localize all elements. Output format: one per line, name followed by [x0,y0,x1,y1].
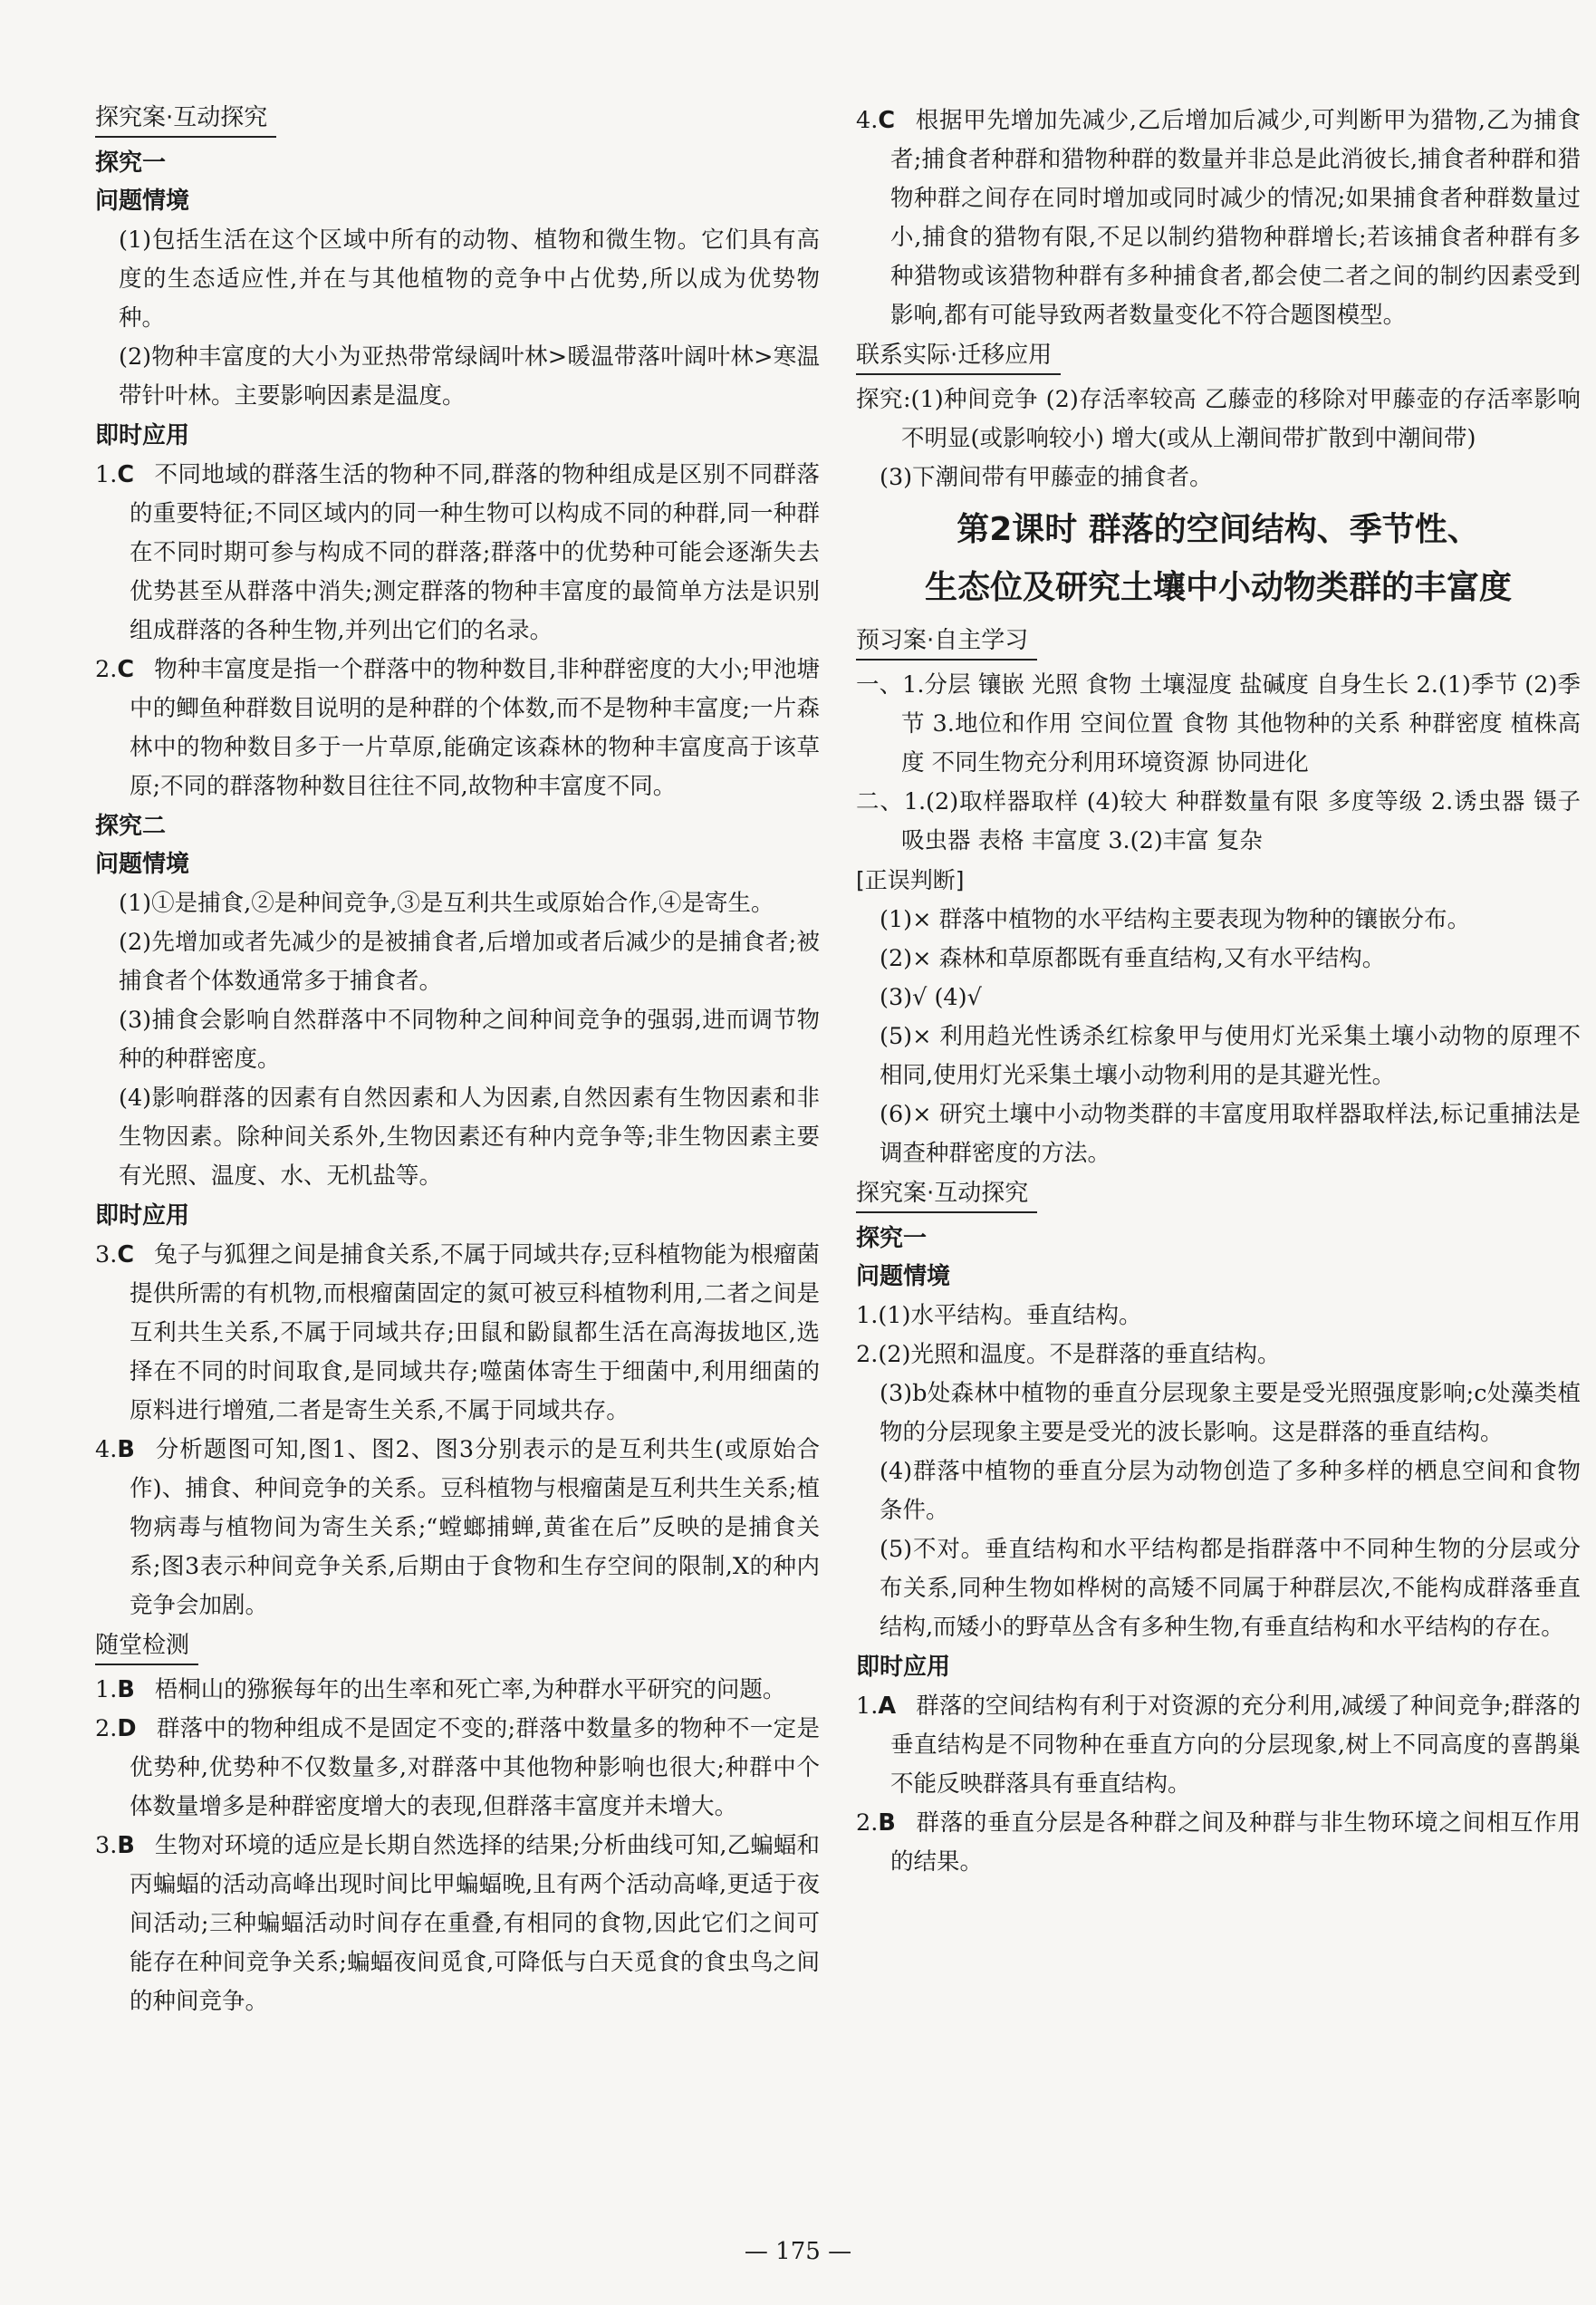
paragraph: 探究:(1)种间竞争 (2)存活率较高 乙藤壶的移除对甲藤壶的存活率影响不明显(或影响较小) 增大(或从上潮间带扩散到中潮间带) [856,386,1581,452]
answer-number: 3. [95,1832,118,1859]
answer-key: A [878,1693,897,1720]
subheading: 问题情境 [95,188,190,215]
answer-number: 3. [95,1241,118,1268]
answer-text: 生物对环境的适应是长期自然选择的结果;分析曲线可知,乙蝙蝠和丙蝙蝠的活动高峰出现时间比甲蝙蝠晚,且有两个活动高峰,更适于夜间活动;三种蝙蝠活动时间存在重叠,有相同的食物,因此它们之间可能存在种间竞争关系;蝙蝠夜间觅食,可降低与白天觅食的食虫鸟之间的种间竞争。 [130,1832,820,2015]
answer-number: 2. [856,1809,879,1837]
answer-item [95,651,820,806]
answer-key: B [878,1809,896,1837]
answer-text: 群落中的物种组成不是固定不变的;群落中数量多的物种不一定是优势种,优势种不仅数量多,对群落中其他物种影响也很大;种群中个体数量增多是种群密度增大的表现,但群落丰富度并未增大。 [130,1715,820,1820]
answer-number: 1. [95,1676,118,1703]
subheading: 问题情境 [856,1263,951,1290]
answer-key: C [117,1241,135,1268]
paragraph: (5)不对。垂直结构和水平结构都是指群落中不同种生物的分层或分布关系,同种生物如桦树的高矮不同属于种群层次,不能构成群落垂直结构,而矮小的野草丛含有多种生物,有垂直结构和水平结构的存在。 [880,1536,1581,1641]
answer-text: 分析题图可知,图1、图2、图3分别表示的是互利共生(或原始合作)、捕食、种间竞争的关系。豆科植物与根瘤菌是互利共生关系;植物病毒与植物间为寄生关系;“螳螂捕蝉,黄雀在后”反映的是捕食关系;图3表示种间竞争关系,后期由于食物和生存空间的限制,X的种内竞争会加剧。 [130,1436,820,1619]
answer-item [856,1687,1581,1804]
answer-key: C [117,656,135,683]
judgement-label: [正误判断] [856,867,965,893]
paragraph: (3)下潮间带有甲藤壶的捕食者。 [880,464,1213,491]
lesson-title: 生态位及研究土壤中小动物类群的丰富度 [924,569,1512,606]
answer-text: 群落的空间结构有利于对资源的充分利用,减缓了种间竞争;群落的垂直结构是不同物种在垂直方向的分层现象,树上不同高度的喜鹊巢不能反映群落具有垂直结构。 [890,1693,1581,1798]
subheading: 即时应用 [856,1654,951,1681]
answer-key: D [117,1715,137,1742]
answer-item [856,1804,1581,1882]
section-label: 联系实际·迁移应用 [856,337,1061,375]
paragraph: (4)影响群落的因素有自然因素和人为因素,自然因素有生物因素和非生物因素。除种间关系外,生物因素还有种内竞争等;非生物因素主要有光照、温度、水、无机盐等。 [119,1085,820,1190]
answer-number: 4. [856,107,879,134]
section-label: 探究案·互动探究 [856,1175,1037,1213]
subheading: 即时应用 [95,422,190,449]
paragraph: (4)群落中植物的垂直分层为动物创造了多种多样的栖息空间和食物条件。 [880,1458,1581,1524]
paragraph: 一、1.分层 镶嵌 光照 食物 土壤湿度 盐碱度 自身生长 2.(1)季节 (2)季节 3.地位和作用 空间位置 食物 其他物种的关系 种群密度 植株高度 不同生物充分利用环境资源 协同进化 [856,671,1581,776]
answer-text: 群落的垂直分层是各种群之间及种群与非生物环境之间相互作用的结果。 [890,1809,1581,1876]
page-number: — 175 — [744,2238,852,2265]
lesson-title: 第2课时 群落的空间结构、季节性、 [957,511,1480,548]
answer-item [95,456,820,651]
subheading: 探究二 [95,813,167,840]
subheading: 探究一 [856,1225,928,1252]
answer-key: B [117,1436,135,1463]
paragraph: (2)× 森林和草原都既有垂直结构,又有水平结构。 [880,945,1386,972]
answer-item [95,1710,820,1827]
paragraph: (2)先增加或者先减少的是被捕食者,后增加或者后减少的是捕食者;被捕食者个体数通常多于捕食者。 [119,929,820,995]
paragraph: (6)× 研究土壤中小动物类群的丰富度用取样器取样法,标记重捕法是调查种群密度的方法。 [880,1101,1581,1167]
paragraph: (3)b处森林中植物的垂直分层现象主要是受光照强度影响;c处藻类植物的分层现象主要是受光的波长影响。这是群落的垂直结构。 [880,1380,1581,1446]
answer-key: B [117,1676,135,1703]
paragraph: (1)包括生活在这个区域中所有的动物、植物和微生物。它们具有高度的生态适应性,并在与其他植物的竞争中占优势,所以成为优势物种。 [119,227,820,332]
answer-key: B [117,1832,135,1859]
subheading: 探究一 [95,149,167,177]
section-label: 预习案·自主学习 [856,622,1037,661]
paragraph: 二、1.(2)取样器取样 (4)较大 种群数量有限 多度等级 2.诱虫器 镊子 吸虫器 表格 丰富度 3.(2)丰富 复杂 [856,788,1581,854]
subheading: 即时应用 [95,1202,190,1230]
answer-item [95,1431,820,1625]
answer-key: C [878,107,896,134]
subheading: 问题情境 [95,851,190,878]
paragraph: (2)物种丰富度的大小为亚热带常绿阔叶林>暖温带落叶阔叶林>寒温带针叶林。主要影响因素是温度。 [119,343,820,410]
answer-item [856,101,1581,335]
answer-item [95,1671,820,1710]
answer-number: 4. [95,1436,118,1463]
answer-item [95,1236,820,1431]
section-label: 探究案·互动探究 [95,100,276,138]
answer-number: 1. [95,461,118,488]
paragraph: (1)× 群落中植物的水平结构主要表现为物种的镶嵌分布。 [880,906,1471,933]
answer-text: 物种丰富度是指一个群落中的物种数目,非种群密度的大小;甲池塘中的鲫鱼种群数目说明的是种群的个体数,而不是物种丰富度;一片森林中的物种数目多于一片草原,能确定该森林的物种丰富度高于该草原;不同的群落物种数目往往不同,故物种丰富度不同。 [130,656,820,800]
paragraph: 2.(2)光照和温度。不是群落的垂直结构。 [856,1341,1281,1368]
section-label: 随堂检测 [95,1627,198,1665]
answer-text: 兔子与狐狸之间是捕食关系,不属于同域共存;豆科植物能为根瘤菌提供所需的有机物,而根瘤菌固定的氮可被豆科植物利用,二者之间是互利共生关系,不属于同域共存;田鼠和鼢鼠都生活在高海拔地区,选择在不同的时间取食,是同域共存;噬菌体寄生于细菌中,利用细菌的原料进行增殖,二者是寄生关系,不属于同域共存。 [130,1241,820,1424]
answer-number: 2. [95,1715,118,1742]
paragraph: (1)①是捕食,②是种间竞争,③是互利共生或原始合作,④是寄生。 [119,890,774,917]
answer-text: 梧桐山的猕猴每年的出生率和死亡率,为种群水平研究的问题。 [154,1676,786,1703]
paragraph: (3)捕食会影响自然群落中不同物种之间种间竞争的强弱,进而调节物种的种群密度。 [119,1007,820,1073]
answer-item [95,1827,820,2021]
left-column [95,98,820,2021]
paragraph: 1.(1)水平结构。垂直结构。 [856,1302,1142,1329]
paragraph: (3)√ (4)√ [880,984,982,1011]
answer-key: C [117,461,135,488]
answer-text: 根据甲先增加先减少,乙后增加后减少,可判断甲为猎物,乙为捕食者;捕食者种群和猎物种群的数量并非总是此消彼长,捕食者种群和猎物种群之间存在同时增加或同时减少的情况;如果捕食者种群数量过小,捕食的猎物有限,不足以制约猎物种群增长;若该捕食者种群有多种猎物或该猎物种群有多种捕食者,都会使二者之间的制约因素受到影响,都有可能导致两者数量变化不符合题图模型。 [890,107,1581,329]
right-column [856,101,1581,1882]
paragraph: (5)× 利用趋光性诱杀红棕象甲与使用灯光采集土壤小动物的原理不相同,使用灯光采集土壤小动物利用的是其避光性。 [880,1023,1581,1089]
answer-number: 1. [856,1693,879,1720]
answer-text: 不同地域的群落生活的物种不同,群落的物种组成是区别不同群落的重要特征;不同区域内的同一种生物可以构成不同的种群,同一种群在不同时期可参与构成不同的群落;群落中的优势种可能会逐渐失去优势甚至从群落中消失;测定群落的物种丰富度的最简单方法是识别组成群落的各种生物,并列出它们的名录。 [130,461,820,644]
answer-number: 2. [95,656,118,683]
